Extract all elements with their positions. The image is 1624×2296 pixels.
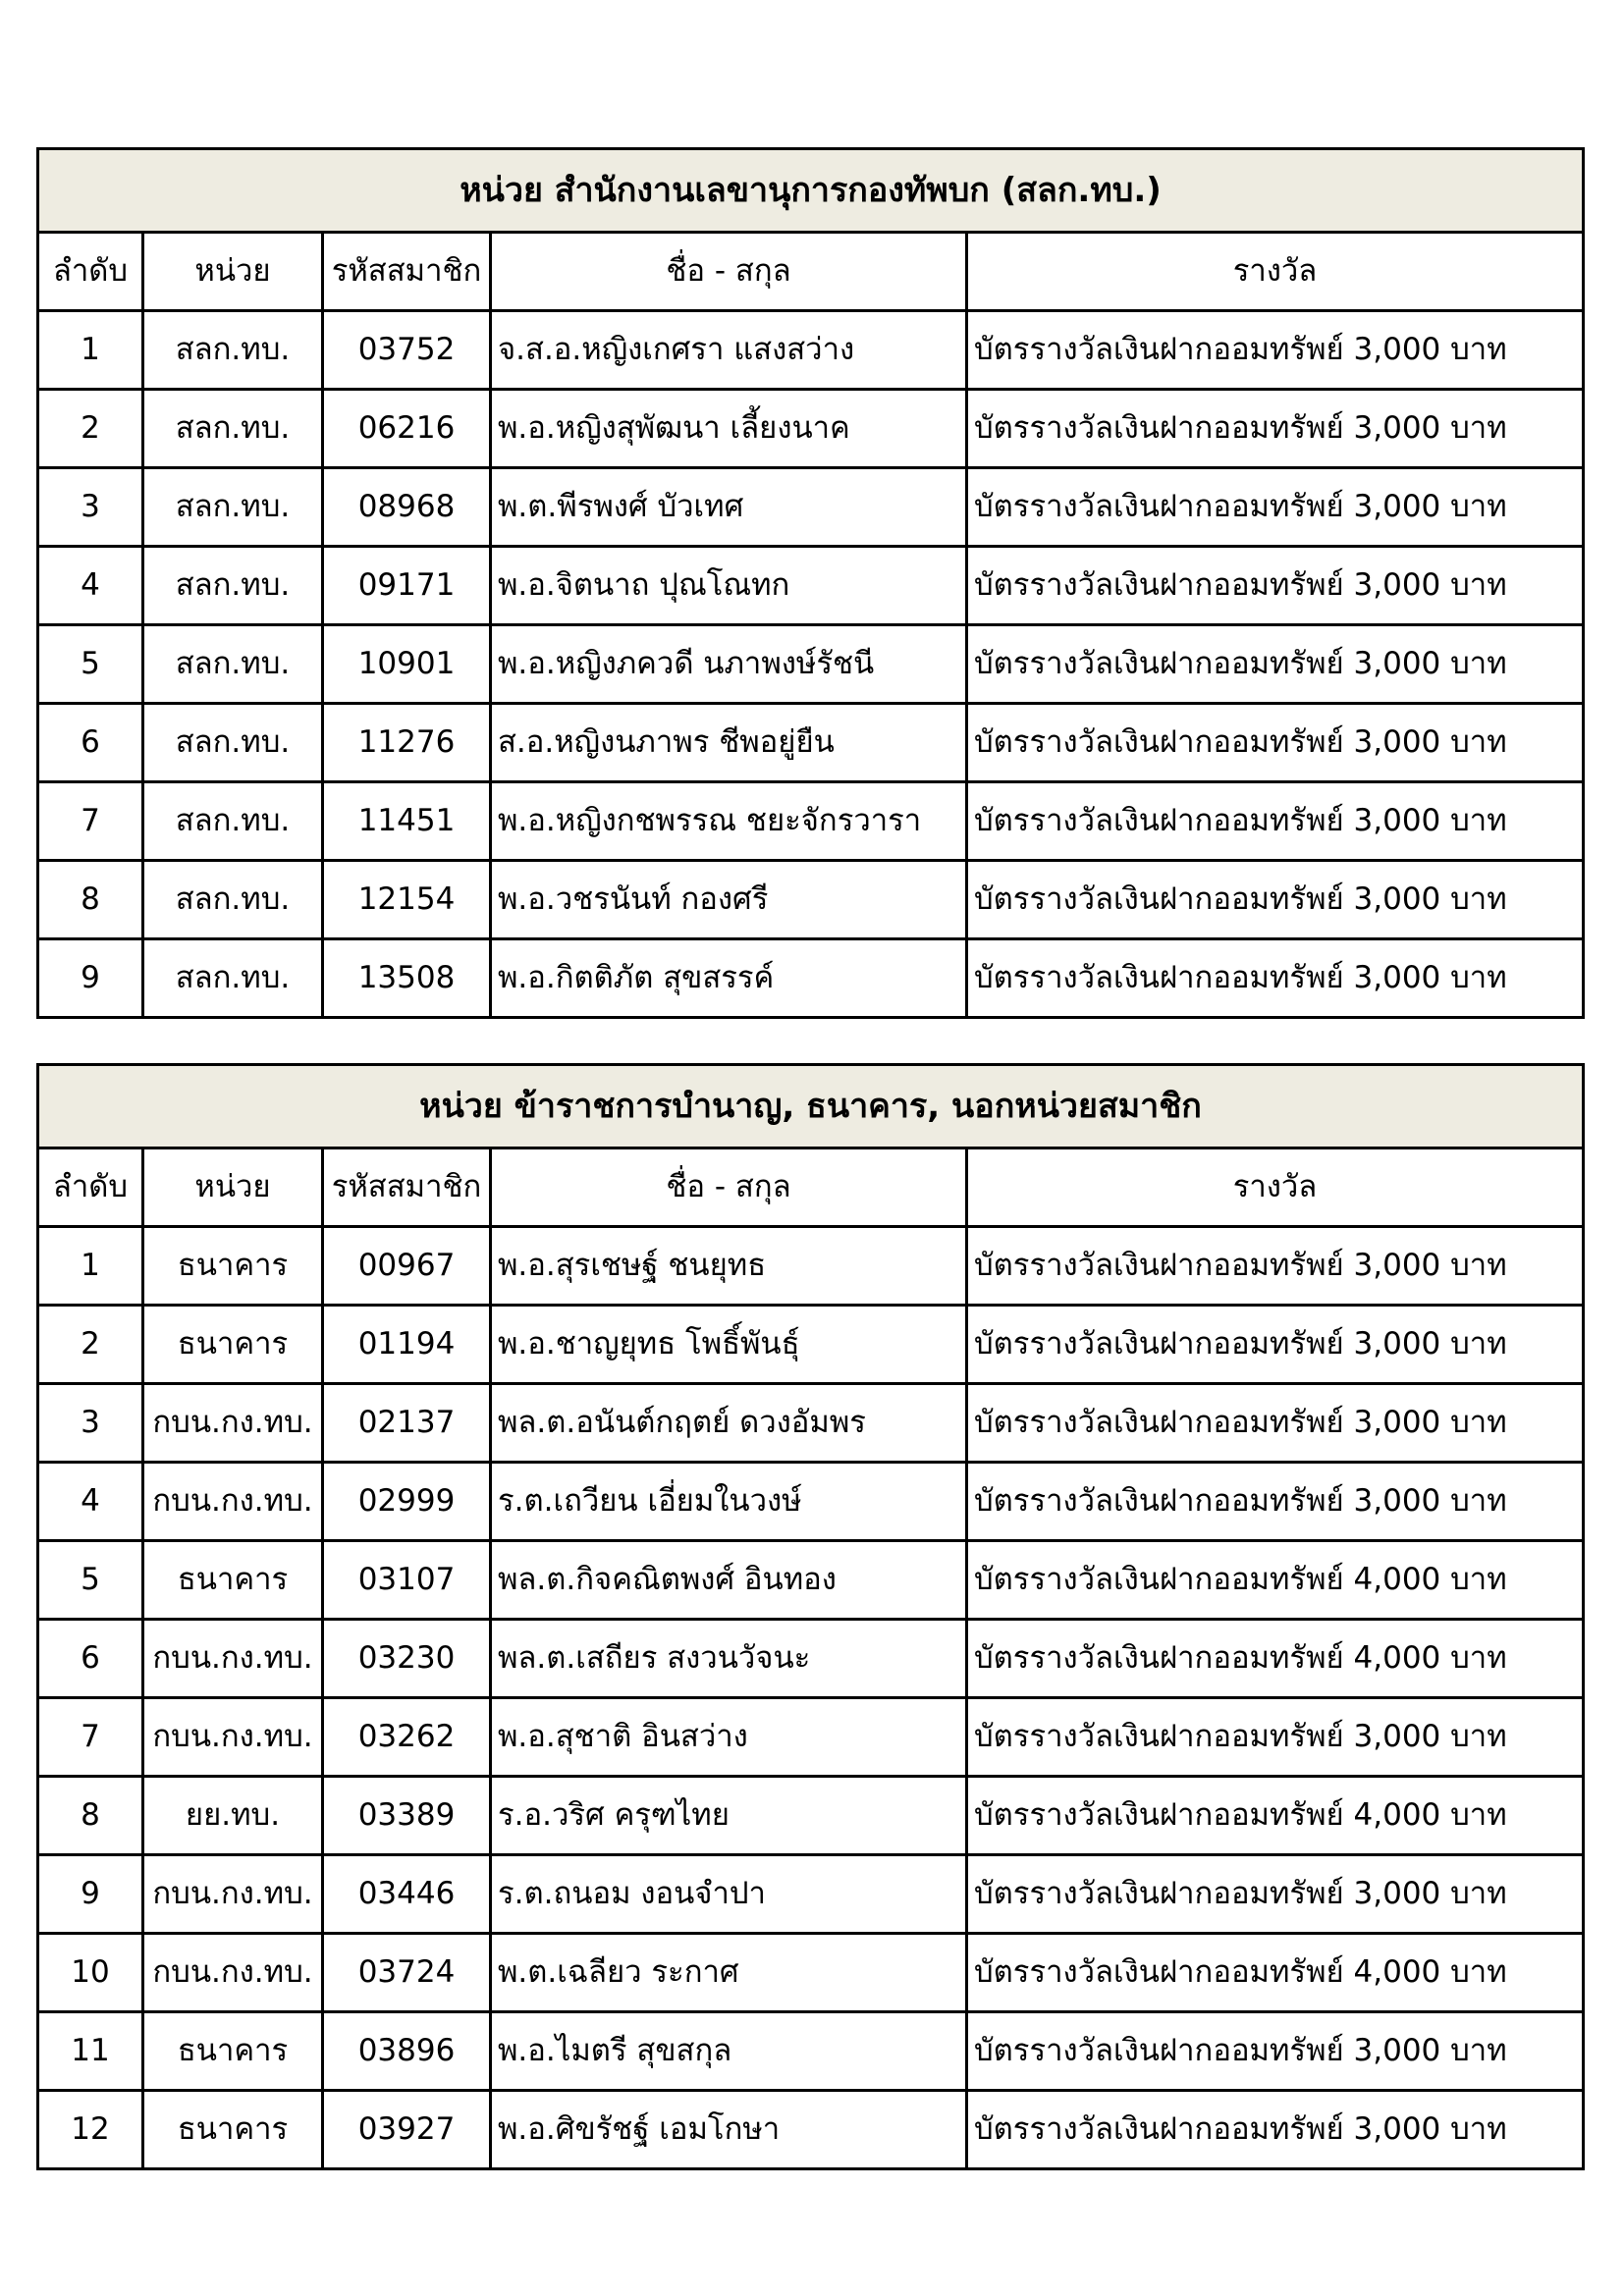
cell-full-name: พ.ต.พีรพงศ์ บัวเทศ	[491, 468, 967, 547]
cell-member-code: 03262	[323, 1698, 491, 1777]
cell-full-name: จ.ส.อ.หญิงเกศรา แสงสว่าง	[491, 311, 967, 390]
table-row	[38, 939, 1584, 1018]
column-header-prize: รางวัล	[967, 1148, 1584, 1227]
cell-full-name: พ.ต.เฉลียว ระกาศ	[491, 1934, 967, 2012]
cell-member-code: 08968	[323, 468, 491, 547]
cell-member-code: 11276	[323, 704, 491, 782]
cell-order: 11	[38, 2012, 143, 2091]
table-row	[38, 1306, 1584, 1384]
cell-unit: สลก.ทบ.	[143, 625, 323, 704]
cell-member-code: 09171	[323, 547, 491, 625]
cell-member-code: 00967	[323, 1227, 491, 1306]
table-row	[38, 390, 1584, 468]
table-row	[38, 704, 1584, 782]
cell-unit: สลก.ทบ.	[143, 311, 323, 390]
cell-order: 9	[38, 1855, 143, 1934]
cell-member-code: 12154	[323, 861, 491, 939]
cell-order: 4	[38, 1463, 143, 1541]
cell-full-name: พ.อ.จิตนาถ ปุณโณทก	[491, 547, 967, 625]
cell-order: 2	[38, 1306, 143, 1384]
table-row	[38, 1227, 1584, 1306]
cell-unit: กบน.กง.ทบ.	[143, 1620, 323, 1698]
cell-unit: ธนาคาร	[143, 1306, 323, 1384]
cell-order: 3	[38, 1384, 143, 1463]
cell-full-name: พ.อ.สุรเชษฐ์ ชนยุทธ	[491, 1227, 967, 1306]
table-row	[38, 468, 1584, 547]
cell-prize: บัตรรางวัลเงินฝากออมทรัพย์ 3,000 บาท	[967, 861, 1584, 939]
cell-unit: สลก.ทบ.	[143, 939, 323, 1018]
cell-prize: บัตรรางวัลเงินฝากออมทรัพย์ 4,000 บาท	[967, 1541, 1584, 1620]
table-title: หน่วย สำนักงานเลขานุการกองทัพบก (สลก.ทบ.)	[38, 149, 1584, 233]
cell-order: 7	[38, 782, 143, 861]
cell-prize: บัตรรางวัลเงินฝากออมทรัพย์ 3,000 บาท	[967, 390, 1584, 468]
table-row	[38, 1698, 1584, 1777]
cell-prize: บัตรรางวัลเงินฝากออมทรัพย์ 4,000 บาท	[967, 1620, 1584, 1698]
cell-member-code: 01194	[323, 1306, 491, 1384]
cell-unit: สลก.ทบ.	[143, 390, 323, 468]
header-row	[38, 233, 1584, 311]
column-header-unit: หน่วย	[143, 1148, 323, 1227]
table-row	[38, 1541, 1584, 1620]
cell-prize: บัตรรางวัลเงินฝากออมทรัพย์ 3,000 บาท	[967, 547, 1584, 625]
cell-full-name: ร.ต.ถนอม งอนจำปา	[491, 1855, 967, 1934]
cell-order: 8	[38, 861, 143, 939]
table-body	[38, 1148, 1584, 2169]
header-row	[38, 1148, 1584, 1227]
cell-unit: ธนาคาร	[143, 2012, 323, 2091]
cell-order: 4	[38, 547, 143, 625]
cell-unit: ธนาคาร	[143, 2091, 323, 2169]
table-title: หน่วย ข้าราชการบำนาญ, ธนาคาร, นอกหน่วยสมาชิก	[38, 1065, 1584, 1148]
table-row	[38, 782, 1584, 861]
cell-unit: กบน.กง.ทบ.	[143, 1463, 323, 1541]
table-row	[38, 2091, 1584, 2169]
cell-unit: ธนาคาร	[143, 1541, 323, 1620]
cell-full-name: พ.อ.ไมตรี สุขสกุล	[491, 2012, 967, 2091]
table-row	[38, 1855, 1584, 1934]
cell-member-code: 03752	[323, 311, 491, 390]
cell-full-name: พล.ต.กิจคณิตพงศ์ อินทอง	[491, 1541, 967, 1620]
cell-member-code: 11451	[323, 782, 491, 861]
table-row	[38, 625, 1584, 704]
cell-order: 12	[38, 2091, 143, 2169]
cell-full-name: ส.อ.หญิงนภาพร ชีพอยู่ยืน	[491, 704, 967, 782]
cell-member-code: 03446	[323, 1855, 491, 1934]
cell-prize: บัตรรางวัลเงินฝากออมทรัพย์ 3,000 บาท	[967, 2012, 1584, 2091]
cell-unit: สลก.ทบ.	[143, 782, 323, 861]
cell-order: 6	[38, 704, 143, 782]
cell-member-code: 06216	[323, 390, 491, 468]
cell-unit: กบน.กง.ทบ.	[143, 1698, 323, 1777]
cell-prize: บัตรรางวัลเงินฝากออมทรัพย์ 3,000 บาท	[967, 1227, 1584, 1306]
table-row	[38, 1620, 1584, 1698]
table-row	[38, 2012, 1584, 2091]
cell-member-code: 13508	[323, 939, 491, 1018]
table-row	[38, 1384, 1584, 1463]
column-header-unit: หน่วย	[143, 233, 323, 311]
cell-unit: สลก.ทบ.	[143, 861, 323, 939]
cell-member-code: 03896	[323, 2012, 491, 2091]
cell-unit: ยย.ทบ.	[143, 1777, 323, 1855]
cell-prize: บัตรรางวัลเงินฝากออมทรัพย์ 3,000 บาท	[967, 704, 1584, 782]
cell-full-name: ร.ต.เถวียน เอี่ยมในวงษ์	[491, 1463, 967, 1541]
column-header-order: ลำดับ	[38, 233, 143, 311]
cell-full-name: พ.อ.สุชาติ อินสว่าง	[491, 1698, 967, 1777]
table-row	[38, 1463, 1584, 1541]
cell-prize: บัตรรางวัลเงินฝากออมทรัพย์ 3,000 บาท	[967, 311, 1584, 390]
cell-prize: บัตรรางวัลเงินฝากออมทรัพย์ 3,000 บาท	[967, 1306, 1584, 1384]
column-header-member-code: รหัสสมาชิก	[323, 233, 491, 311]
cell-order: 8	[38, 1777, 143, 1855]
cell-member-code: 03230	[323, 1620, 491, 1698]
column-header-order: ลำดับ	[38, 1148, 143, 1227]
cell-prize: บัตรรางวัลเงินฝากออมทรัพย์ 3,000 บาท	[967, 939, 1584, 1018]
cell-unit: กบน.กง.ทบ.	[143, 1855, 323, 1934]
cell-prize: บัตรรางวัลเงินฝากออมทรัพย์ 3,000 บาท	[967, 1855, 1584, 1934]
cell-order: 6	[38, 1620, 143, 1698]
cell-full-name: พ.อ.หญิงสุพัฒนา เลี้ยงนาค	[491, 390, 967, 468]
cell-prize: บัตรรางวัลเงินฝากออมทรัพย์ 3,000 บาท	[967, 1698, 1584, 1777]
cell-full-name: พ.อ.หญิงภควดี นภาพงษ์รัชนี	[491, 625, 967, 704]
table-row	[38, 861, 1584, 939]
cell-prize: บัตรรางวัลเงินฝากออมทรัพย์ 4,000 บาท	[967, 1777, 1584, 1855]
cell-prize: บัตรรางวัลเงินฝากออมทรัพย์ 3,000 บาท	[967, 2091, 1584, 2169]
column-header-prize: รางวัล	[967, 233, 1584, 311]
column-header-member-code: รหัสสมาชิก	[323, 1148, 491, 1227]
cell-full-name: พ.อ.กิตติภัต สุขสรรค์	[491, 939, 967, 1018]
cell-member-code: 02137	[323, 1384, 491, 1463]
table-row	[38, 547, 1584, 625]
cell-member-code: 03389	[323, 1777, 491, 1855]
column-header-full-name: ชื่อ - สกุล	[491, 1148, 967, 1227]
cell-order: 1	[38, 311, 143, 390]
cell-prize: บัตรรางวัลเงินฝากออมทรัพย์ 3,000 บาท	[967, 625, 1584, 704]
cell-order: 5	[38, 625, 143, 704]
cell-prize: บัตรรางวัลเงินฝากออมทรัพย์ 3,000 บาท	[967, 468, 1584, 547]
table-row	[38, 1934, 1584, 2012]
cell-full-name: พล.ต.เสถียร สงวนวัจนะ	[491, 1620, 967, 1698]
cell-prize: บัตรรางวัลเงินฝากออมทรัพย์ 4,000 บาท	[967, 1934, 1584, 2012]
cell-full-name: พ.อ.ศิขรัชฐ์ เอมโกษา	[491, 2091, 967, 2169]
cell-unit: ธนาคาร	[143, 1227, 323, 1306]
cell-order: 9	[38, 939, 143, 1018]
cell-order: 5	[38, 1541, 143, 1620]
cell-unit: สลก.ทบ.	[143, 704, 323, 782]
cell-order: 1	[38, 1227, 143, 1306]
cell-member-code: 03107	[323, 1541, 491, 1620]
table-title-row	[38, 1065, 1584, 1148]
cell-full-name: พ.อ.ชาญยุทธ โพธิ์พันธุ์	[491, 1306, 967, 1384]
prize-table-retired-bank	[36, 1063, 1585, 2170]
table-row	[38, 311, 1584, 390]
cell-full-name: พ.อ.หญิงกชพรรณ ชยะจักรวารา	[491, 782, 967, 861]
table-title-row	[38, 149, 1584, 233]
cell-full-name: ร.อ.วริศ ครุฑไทย	[491, 1777, 967, 1855]
cell-prize: บัตรรางวัลเงินฝากออมทรัพย์ 3,000 บาท	[967, 782, 1584, 861]
cell-unit: กบน.กง.ทบ.	[143, 1384, 323, 1463]
cell-unit: กบน.กง.ทบ.	[143, 1934, 323, 2012]
cell-order: 3	[38, 468, 143, 547]
cell-prize: บัตรรางวัลเงินฝากออมทรัพย์ 3,000 บาท	[967, 1384, 1584, 1463]
cell-order: 10	[38, 1934, 143, 2012]
cell-full-name: พ.อ.วชรนันท์ กองศรี	[491, 861, 967, 939]
column-header-full-name: ชื่อ - สกุล	[491, 233, 967, 311]
cell-prize: บัตรรางวัลเงินฝากออมทรัพย์ 3,000 บาท	[967, 1463, 1584, 1541]
cell-member-code: 10901	[323, 625, 491, 704]
cell-order: 7	[38, 1698, 143, 1777]
cell-member-code: 03927	[323, 2091, 491, 2169]
cell-member-code: 02999	[323, 1463, 491, 1541]
table-row	[38, 1777, 1584, 1855]
cell-order: 2	[38, 390, 143, 468]
table-body	[38, 233, 1584, 1018]
cell-unit: สลก.ทบ.	[143, 547, 323, 625]
prize-table-sslk	[36, 147, 1585, 1019]
cell-full-name: พล.ต.อนันต์กฤตย์ ดวงอัมพร	[491, 1384, 967, 1463]
cell-unit: สลก.ทบ.	[143, 468, 323, 547]
cell-member-code: 03724	[323, 1934, 491, 2012]
